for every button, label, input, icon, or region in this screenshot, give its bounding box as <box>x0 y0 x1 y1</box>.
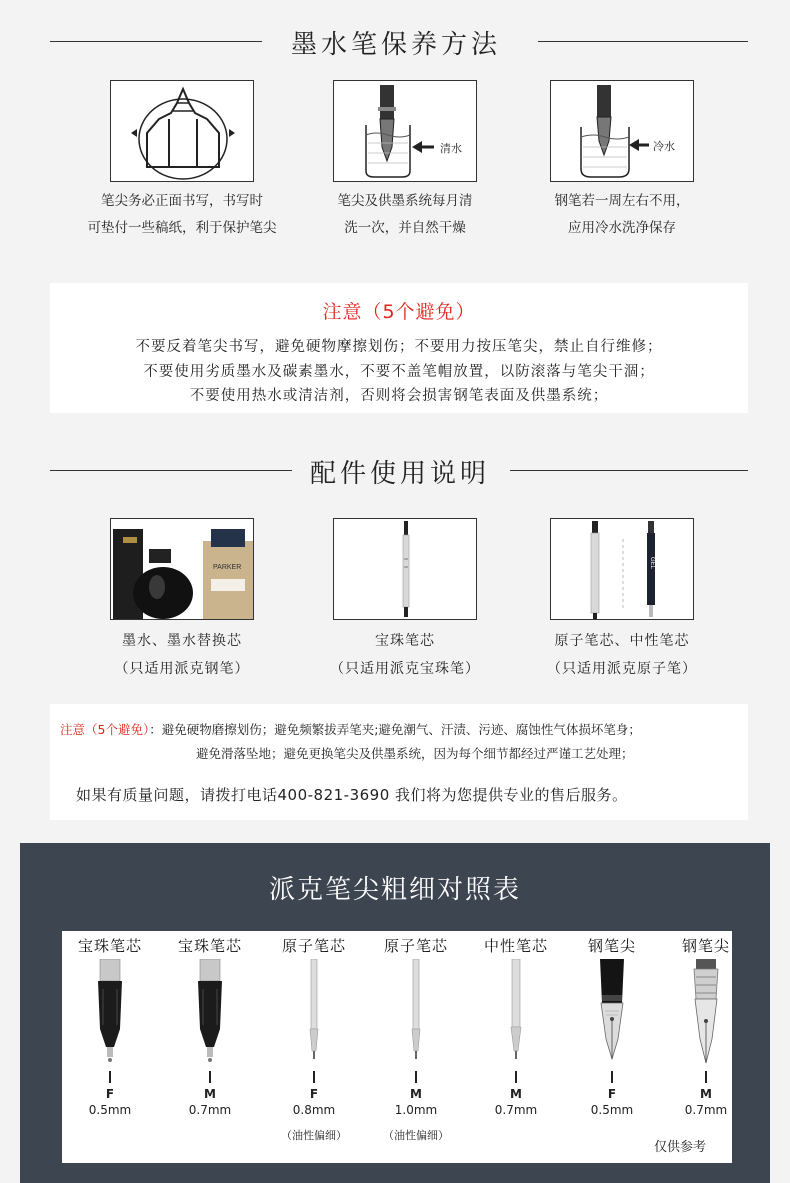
comparison-column <box>658 931 754 1163</box>
size-tick <box>109 1071 111 1083</box>
ballpoint-refill-icon <box>294 959 334 1067</box>
ink-bottle-icon <box>110 518 254 620</box>
nib-grade: M <box>204 1087 216 1101</box>
column-head: 钢笔尖 <box>587 937 636 955</box>
notice-box <box>50 283 748 413</box>
fountain-nib-icon <box>592 959 632 1067</box>
warning-line-2: 避免滑落坠地；避免更换笔尖及供墨系统，因为每个细节都经过严谨工艺处理； <box>196 746 634 761</box>
nib-grade: F <box>105 1087 115 1101</box>
warning-line-1: 注意（5个避免）：避免硬物磨擦划伤；避免频繁拔弄笔夹;避免潮气、汗渍、污迹、腐蚀性气体损坏笔身； <box>60 722 641 737</box>
care-caption-1: 笔尖务必正面书写，书写时 可垫付一些稿纸，利于保护笔尖 <box>87 193 277 236</box>
notice-line-2: 不要使用劣质墨水及碳素墨水，不要不盖笔帽放置，以防滚落与笔尖干涸； <box>143 364 655 380</box>
nib-cold-water-icon <box>550 80 694 182</box>
care-caption-3: 钢笔若一周左右不用， 应用冷水洗净保存 <box>554 193 690 236</box>
ballpen-gel-refill-icon <box>550 518 694 620</box>
care-caption-2: 笔尖及供墨系统每月清 洗一次，并自然干燥 <box>337 193 473 236</box>
column-head: 原子笔芯 <box>281 937 346 955</box>
svg-text:PARKER: PARKER <box>213 564 242 571</box>
svg-text:GEL: GEL <box>649 557 655 570</box>
nib-width: 0.8mm <box>292 1103 336 1117</box>
accessories-section-title: 配件使用说明 <box>309 459 490 489</box>
size-tick <box>705 1071 707 1083</box>
size-tick <box>313 1071 315 1083</box>
svg-text:冷水: 冷水 <box>653 141 675 153</box>
comparison-column <box>368 931 464 1163</box>
nib-clean-water-icon <box>333 80 477 182</box>
comparison-column <box>162 931 258 1163</box>
nib-grade: F <box>309 1087 319 1101</box>
nib-note: （油性偏细） <box>383 1129 449 1142</box>
size-tick <box>415 1071 417 1083</box>
accessory-caption-1: 墨水、墨水替换芯 （只适用派克钢笔） <box>114 633 250 677</box>
comparison-column <box>468 931 564 1163</box>
comparison-title: 派克笔尖粗细对照表 <box>268 875 521 905</box>
ballpoint-refill-icon <box>396 959 436 1067</box>
notice-title: 注意（5个避免） <box>322 301 476 323</box>
column-head: 钢笔尖 <box>681 937 730 955</box>
rollerball-refill-icon <box>190 959 230 1067</box>
section-divider-left <box>50 470 292 471</box>
section-divider-left <box>50 41 262 42</box>
accessory-caption-2: 宝珠笔芯 （只适用派克宝珠笔） <box>330 633 480 677</box>
nib-front-icon <box>110 80 254 182</box>
warning-box <box>50 704 748 820</box>
nib-grade: M <box>410 1087 422 1101</box>
rollerball-refill-icon <box>90 959 130 1067</box>
nib-width: 1.0mm <box>394 1103 438 1117</box>
nib-width: 0.5mm <box>590 1103 634 1117</box>
nib-comparison-panel <box>20 843 770 1183</box>
nib-width: 0.7mm <box>188 1103 232 1117</box>
nib-grade: M <box>510 1087 522 1101</box>
accessory-caption-3: 原子笔芯、中性笔芯 （只适用派克原子笔） <box>547 633 697 677</box>
size-tick <box>611 1071 613 1083</box>
column-head: 宝珠笔芯 <box>177 937 242 955</box>
nib-width: 0.5mm <box>88 1103 132 1117</box>
notice-line-3: 不要使用热水或清洁剂，否则将会损害钢笔表面及供墨系统； <box>189 388 609 404</box>
section-divider-right <box>538 41 748 42</box>
notice-line-1: 不要反着笔尖书写，避免硬物摩擦划伤；不要用力按压笔尖，禁止自行维修； <box>135 339 663 355</box>
size-tick <box>209 1071 211 1083</box>
ballpoint-refill-icon <box>333 518 477 620</box>
nib-grade: M <box>700 1087 712 1101</box>
care-section-title: 墨水笔保养方法 <box>290 30 501 60</box>
column-head: 原子笔芯 <box>383 937 448 955</box>
nib-grade: F <box>607 1087 617 1101</box>
gel-refill-icon <box>496 959 536 1067</box>
size-tick <box>515 1071 517 1083</box>
nib-width: 0.7mm <box>684 1103 728 1117</box>
column-head: 中性笔芯 <box>483 937 548 955</box>
comparison-column <box>564 931 660 1163</box>
nib-note: （油性偏细） <box>281 1129 347 1142</box>
comparison-column <box>62 931 158 1163</box>
comparison-table <box>62 931 732 1163</box>
column-head: 宝珠笔芯 <box>77 937 142 955</box>
fountain-nib-icon <box>686 959 726 1067</box>
warning-label: 注意（5个避免） <box>60 722 150 737</box>
svg-text:清水: 清水 <box>440 143 462 155</box>
reference-note: 仅供参考 <box>653 1140 706 1155</box>
service-hotline: 如果有质量问题，请拨打电话400-821-3690 我们将为您提供专业的售后服务。 <box>76 786 628 804</box>
nib-width: 0.7mm <box>494 1103 538 1117</box>
section-divider-right <box>510 470 748 471</box>
comparison-column <box>266 931 362 1163</box>
